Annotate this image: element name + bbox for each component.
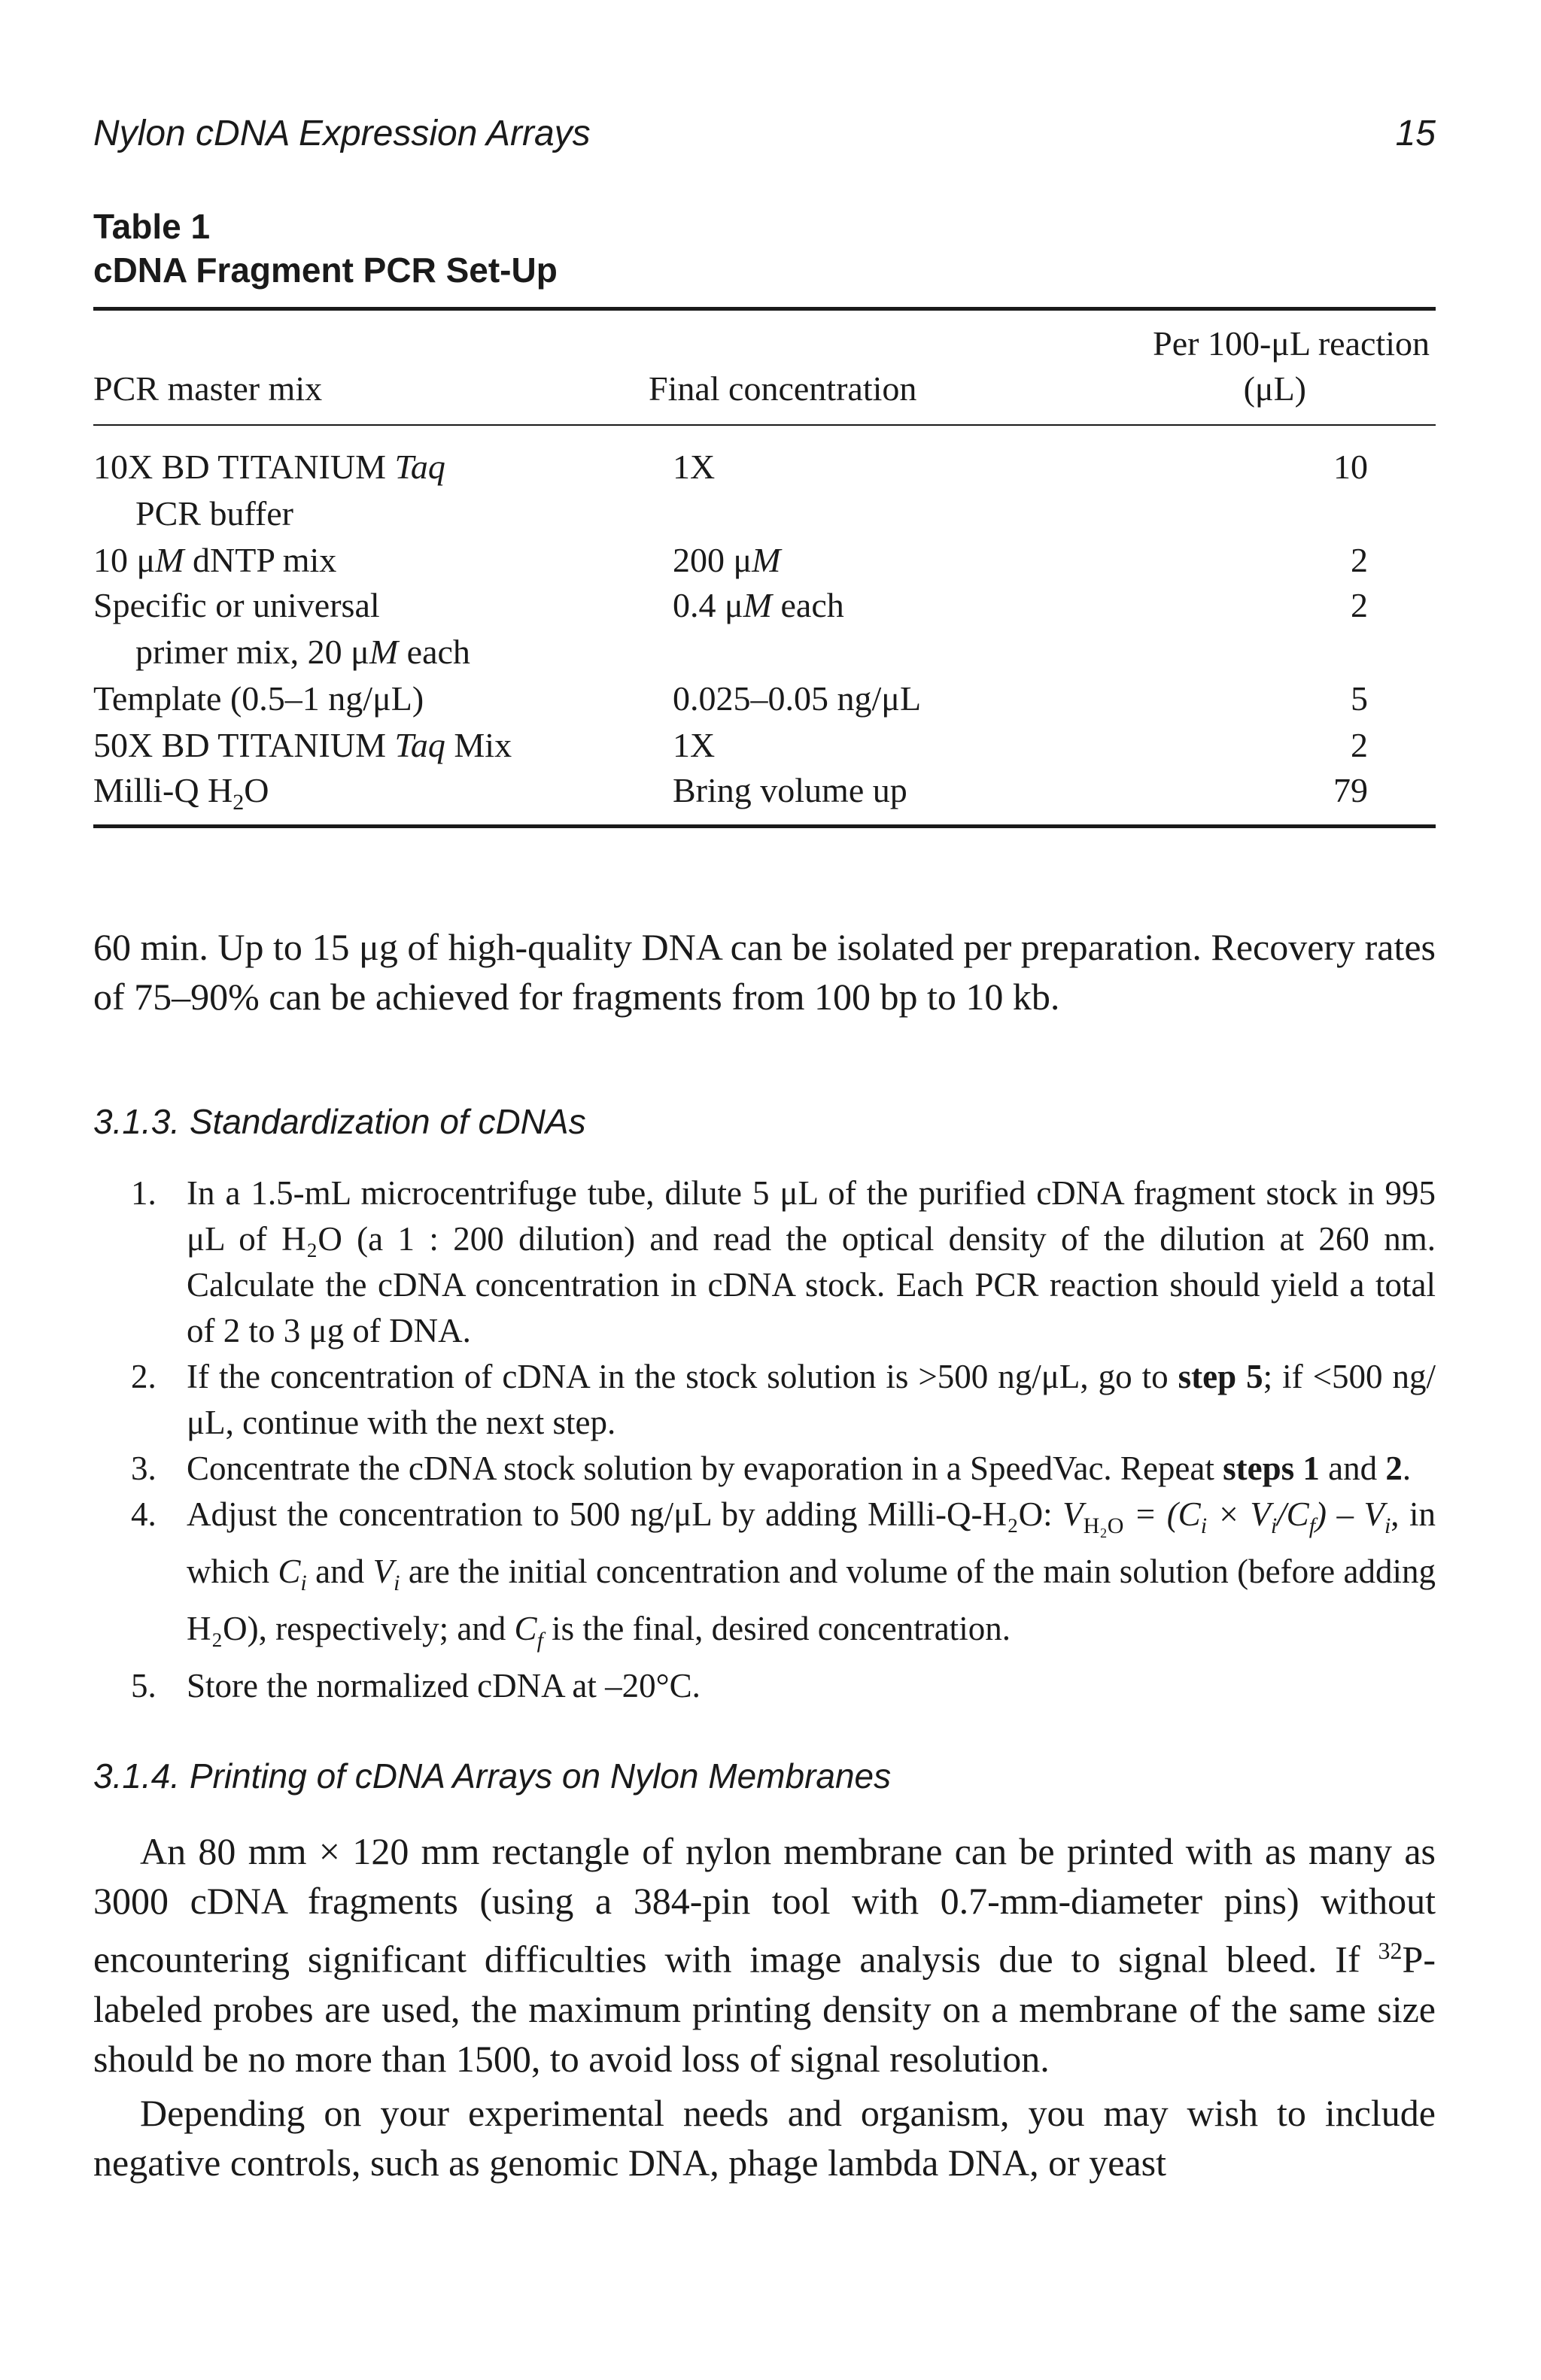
table-cell-conc: Bring volume up (673, 771, 907, 809)
paragraph: Depending on your experimental needs and organism, you may wish to include negative controls, such as genomic DNA, phage lambda DNA, or yeast (93, 2091, 1436, 2184)
table-header-rule (93, 424, 1436, 426)
table-cell-vol: 79 (1333, 771, 1368, 809)
list-item: 5. Store the normalized cDNA at –20°C. (131, 1667, 701, 1705)
section-heading-314: 3.1.4. Printing of cDNA Arrays on Nylon Membranes (93, 1756, 892, 1796)
page-number: 15 (1395, 114, 1436, 153)
col3-header-line1: Per 100-μL reaction (1153, 324, 1430, 363)
table-row: 10 μM dNTP mix (93, 541, 337, 579)
table-cell-conc: 1X (673, 448, 716, 486)
running-title: Nylon cDNA Expression Arrays (93, 114, 591, 153)
table-cell-conc: 0.4 μM each (673, 586, 844, 624)
col1-header: PCR master mix (93, 369, 323, 408)
table-cell-vol: 2 (1351, 586, 1368, 624)
table-row: Specific or universal (93, 586, 380, 624)
table-cell-vol: 2 (1351, 726, 1368, 764)
table-caption (93, 205, 558, 292)
table-cell-vol: 10 (1333, 448, 1368, 486)
table-cell-conc: 1X (673, 726, 716, 764)
table-row: 50X BD TITANIUM Taq Mix (93, 726, 512, 764)
table-cell-continuation: primer mix, 20 μM each (135, 633, 470, 671)
table-row: Milli-Q $H_2O$ (93, 771, 269, 815)
steps-list (93, 1170, 1436, 1709)
table-cell-vol: 2 (1351, 541, 1368, 579)
table-cell-continuation: PCR buffer (135, 494, 293, 533)
table-row: Template (0.5–1 ng/μL) (93, 679, 424, 718)
list-item: 1. In a 1.5-mL microcentrifuge tube, dilute 5 μL of the purified cDNA fragment stock in 995 μL of H₂O (a 1 : 200 dilution) and read the optical density of the dilution at 260 nm. Calculate the cDNA concentration in cDNA stock. Each PCR reaction should yield a total of 2 to 3 μg of DNA. (131, 1174, 1436, 1349)
continuation-paragraph: 60 min. Up to 15 μg of high-quality DNA can be isolated per preparation. Recovery rates of 75–90% can be achieved for fragments from 100 bp to 10 kb. (93, 926, 1436, 1018)
paragraph: An 80 mm × 120 mm rectangle of nylon membrane can be printed with as many as 3000 cDNA fragments (using a 384-pin tool with 0.7-mm-diameter pins) without encountering significant difficulties with image analysis due to signal bleed. If $^{32}$P-labeled probes are used, the maximum printing density on a membrane of the same size should be no more than 1500, to avoid loss of signal resolution. (93, 1830, 1436, 2080)
list-item: 4. Adjust the concentration to 500 ng/μL by adding Milli-Q-H₂O: $V_{H_2O} = (C_i \times V_i/C_f) - V_i$, in which $C_i$ and $V_i$ are the initial concentration and volume of the main solution (before adding H₂O), respectively; and $C_f$ is the final, desired concentration. (131, 1495, 1436, 1653)
running-header (93, 113, 1436, 158)
table-cell-conc: 0.025–0.05 ng/μL (673, 679, 922, 718)
col2-header: Final concentration (649, 369, 917, 408)
list-item: 3. Concentrate the cDNA stock solution by evaporation in a SpeedVac. Repeat steps 1 and 2. (131, 1450, 1412, 1487)
table-label: Table 1 (93, 207, 211, 246)
list-item: 2. If the concentration of cDNA in the stock solution is >500 ng/μL, go to step 5; if <500 ng/μL, continue with the next step. (131, 1358, 1436, 1441)
table-cell-conc: 200 μM (673, 541, 781, 579)
table-title: cDNA Fragment PCR Set-Up (93, 250, 558, 290)
table-top-rule (93, 307, 1436, 311)
section-heading-313: 3.1.3. Standardization of cDNAs (93, 1102, 586, 1141)
section-314-body (93, 1826, 1436, 2187)
col3-header-line2: (μL) (1243, 369, 1306, 408)
table-cell-vol: 5 (1351, 679, 1368, 718)
table-bottom-rule (93, 824, 1436, 828)
table-row: 10X BD TITANIUM Taq (93, 448, 445, 486)
